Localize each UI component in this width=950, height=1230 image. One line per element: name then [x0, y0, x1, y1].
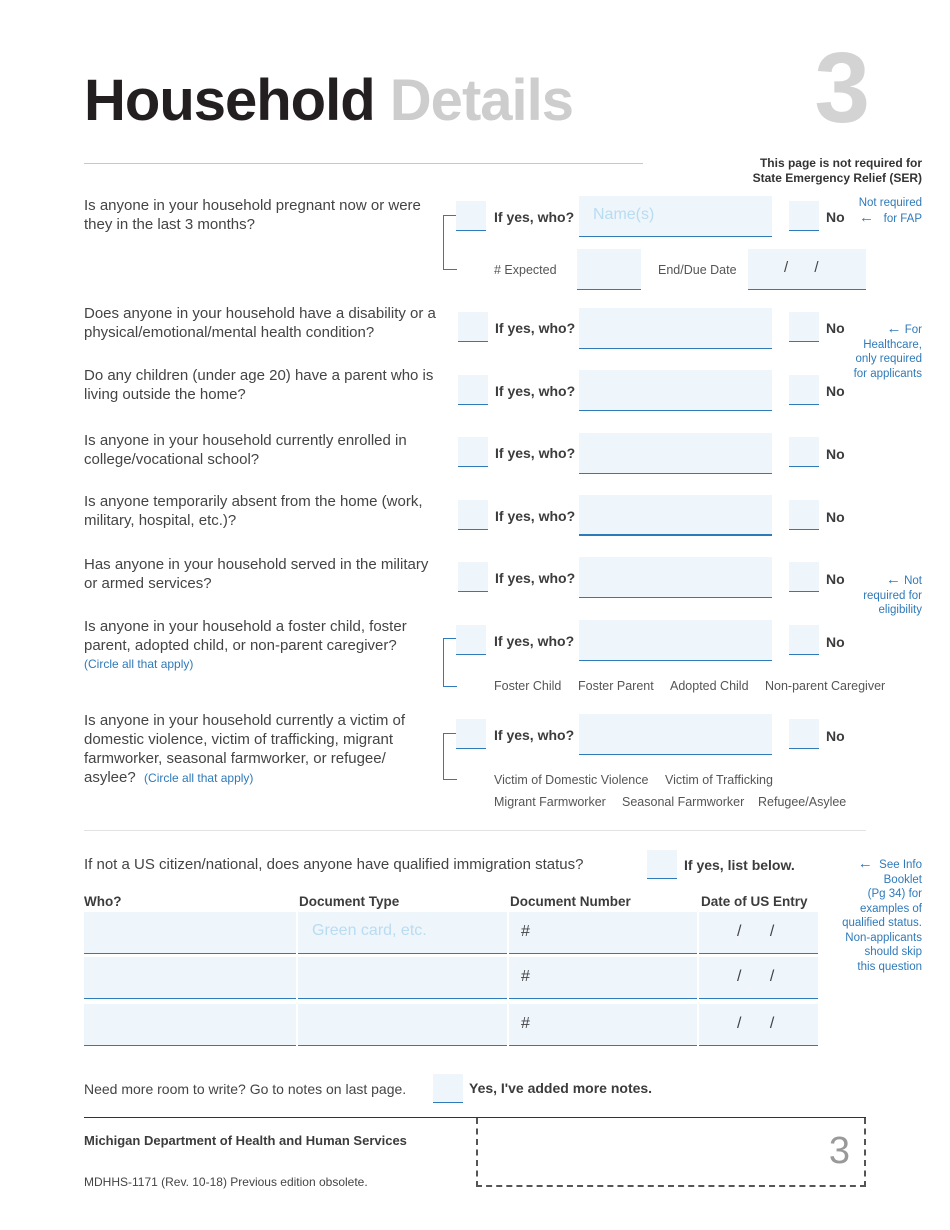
document-number-field[interactable]: #: [509, 1004, 697, 1046]
column-header-who: Who?: [84, 894, 122, 909]
question-college: Is anyone in your household currently enrolled in college/vocational school?: [84, 432, 407, 468]
fap-note: Not required ← for FAP: [858, 197, 922, 226]
column-header-document-number: Document Number: [510, 894, 631, 909]
parent-no-checkbox[interactable]: [789, 375, 819, 405]
if-yes-label: If yes, who?: [494, 209, 575, 225]
column-header-date-of-entry: Date of US Entry: [701, 894, 808, 909]
question-absent: Is anyone temporarily absent from the home (work, military, hospital, etc.)?: [84, 493, 423, 529]
column-header-document-type: Document Type: [299, 894, 400, 909]
parent-yes-checkbox[interactable]: [458, 375, 488, 405]
option-foster-parent[interactable]: Foster Parent: [578, 679, 654, 693]
no-label: No: [826, 571, 845, 587]
if-yes-label: If yes, who?: [494, 727, 575, 743]
question-disability: Does anyone in your household have a disability or a physical/emotional/mental health condition?: [84, 305, 436, 341]
document-number-field[interactable]: #: [509, 912, 697, 954]
foster-yes-checkbox[interactable]: [456, 625, 486, 655]
no-label: No: [826, 320, 845, 336]
disability-names-field[interactable]: [579, 308, 772, 349]
department-name: Michigan Department of Health and Human Services: [84, 1133, 407, 1148]
expected-label: # Expected: [494, 263, 557, 277]
page-title-dark: Household: [84, 68, 375, 133]
section-number: 3: [814, 32, 870, 144]
who-field[interactable]: [84, 1004, 296, 1046]
entry-date-field[interactable]: / /: [699, 957, 818, 999]
office-use-box: [476, 1118, 866, 1187]
victim-no-checkbox[interactable]: [789, 719, 819, 749]
document-type-field[interactable]: [298, 957, 507, 999]
immigration-yes-checkbox[interactable]: [647, 850, 677, 879]
who-field[interactable]: [84, 957, 296, 999]
arrow-left-icon: ←: [859, 208, 875, 226]
question-parent-outside: Do any children (under age 20) have a parent who is living outside the home?: [84, 367, 434, 403]
option-adopted-child[interactable]: Adopted Child: [670, 679, 749, 693]
expected-field[interactable]: [577, 249, 641, 290]
footer-page-number: 3: [828, 1130, 850, 1172]
absent-names-field[interactable]: [579, 495, 772, 536]
college-names-field[interactable]: [579, 433, 772, 474]
names-placeholder: Name(s): [593, 206, 655, 223]
absent-no-checkbox[interactable]: [789, 500, 819, 530]
bracket: [443, 215, 457, 270]
if-yes-label: If yes, who?: [495, 320, 576, 336]
no-label: No: [826, 509, 845, 525]
pregnant-no-checkbox[interactable]: [789, 201, 819, 231]
option-migrant-farmworker[interactable]: Migrant Farmworker: [494, 795, 606, 809]
arrow-left-icon: ←: [885, 571, 901, 588]
document-type-placeholder: Green card, etc.: [312, 922, 427, 939]
immigration-if-yes-label: If yes, list below.: [684, 857, 795, 873]
circle-all-hint: (Circle all that apply): [144, 771, 254, 785]
page-title: [84, 68, 573, 133]
parent-names-field[interactable]: [579, 370, 772, 411]
bracket: [443, 638, 457, 687]
no-label: No: [826, 383, 845, 399]
foster-no-checkbox[interactable]: [789, 625, 819, 655]
entry-date-field[interactable]: / /: [699, 1004, 818, 1046]
question-victim: Is anyone in your household currently a victim of domestic violence, victim of trafficking, migrant farmworker, seasonal farmworker, or refugee/ asylee? (Circle all that apply): [84, 712, 405, 786]
if-yes-label: If yes, who?: [495, 508, 576, 524]
pregnant-yes-checkbox[interactable]: [456, 201, 486, 231]
option-non-parent-caregiver[interactable]: Non-parent Caregiver: [765, 679, 886, 693]
divider: [84, 163, 643, 164]
question-military: Has anyone in your household served in the military or armed services?: [84, 556, 429, 592]
form-id: MDHHS-1171 (Rev. 10-18) Previous edition obsolete.: [84, 1175, 368, 1189]
question-pregnant: Is anyone in your household pregnant now or were they in the last 3 months?: [84, 197, 421, 233]
no-label: No: [826, 446, 845, 462]
arrow-left-icon: ←: [857, 855, 873, 872]
foster-names-field[interactable]: [579, 620, 772, 661]
immigration-question: If not a US citizen/national, does anyone have qualified immigration status?: [84, 856, 584, 873]
document-number-field[interactable]: #: [509, 957, 697, 999]
victim-yes-checkbox[interactable]: [456, 719, 486, 749]
college-no-checkbox[interactable]: [789, 437, 819, 467]
if-yes-label: If yes, who?: [495, 570, 576, 586]
option-refugee-asylee[interactable]: Refugee/Asylee: [758, 795, 847, 809]
if-yes-label: If yes, who?: [494, 633, 575, 649]
if-yes-label: If yes, who?: [495, 383, 576, 399]
healthcare-note: ← For Healthcare, only required for applicants: [853, 320, 922, 380]
option-trafficking[interactable]: Victim of Trafficking: [665, 773, 773, 787]
bracket: [443, 733, 457, 780]
ser-note: This page is not required for State Emergency Relief (SER): [752, 156, 922, 185]
more-notes-checkbox[interactable]: [433, 1074, 463, 1103]
divider: [84, 830, 866, 831]
circle-all-hint: (Circle all that apply): [84, 657, 194, 671]
document-type-field[interactable]: [298, 912, 507, 954]
option-domestic-violence[interactable]: Victim of Domestic Violence: [494, 773, 649, 787]
option-foster-child[interactable]: Foster Child: [494, 679, 562, 693]
more-notes-label: Yes, I've added more notes.: [469, 1080, 653, 1096]
no-label: No: [826, 209, 845, 225]
entry-date-field[interactable]: / /: [699, 912, 818, 954]
military-yes-checkbox[interactable]: [458, 562, 488, 592]
more-notes-prompt: Need more room to write? Go to notes on last page.: [84, 1081, 407, 1097]
eligibility-note: ← Not required for eligibility: [863, 571, 922, 616]
absent-yes-checkbox[interactable]: [458, 500, 488, 530]
page-title-light: Details: [389, 68, 573, 133]
document-type-field[interactable]: [298, 1004, 507, 1046]
arrow-left-icon: ←: [886, 320, 902, 337]
military-no-checkbox[interactable]: [789, 562, 819, 592]
if-yes-label: If yes, who?: [495, 445, 576, 461]
victim-names-field[interactable]: [579, 714, 772, 755]
no-label: No: [826, 728, 845, 744]
question-foster: Is anyone in your household a foster child, foster parent, adopted child, or non-parent caregiver? (Circle all that apply): [84, 617, 444, 674]
due-date-label: End/Due Date: [658, 263, 737, 277]
disability-yes-checkbox[interactable]: [458, 312, 488, 342]
who-field[interactable]: [84, 912, 296, 954]
college-yes-checkbox[interactable]: [458, 437, 488, 467]
info-booklet-note: ← See Info Booklet (Pg 34) for examples of qualified status. Non-applicants should skip this question: [842, 855, 922, 973]
option-seasonal-farmworker[interactable]: Seasonal Farmworker: [622, 795, 745, 809]
due-date-field[interactable]: / /: [748, 249, 866, 290]
pregnant-names-field[interactable]: [579, 196, 772, 237]
disability-no-checkbox[interactable]: [789, 312, 819, 342]
no-label: No: [826, 634, 845, 650]
military-names-field[interactable]: [579, 557, 772, 598]
